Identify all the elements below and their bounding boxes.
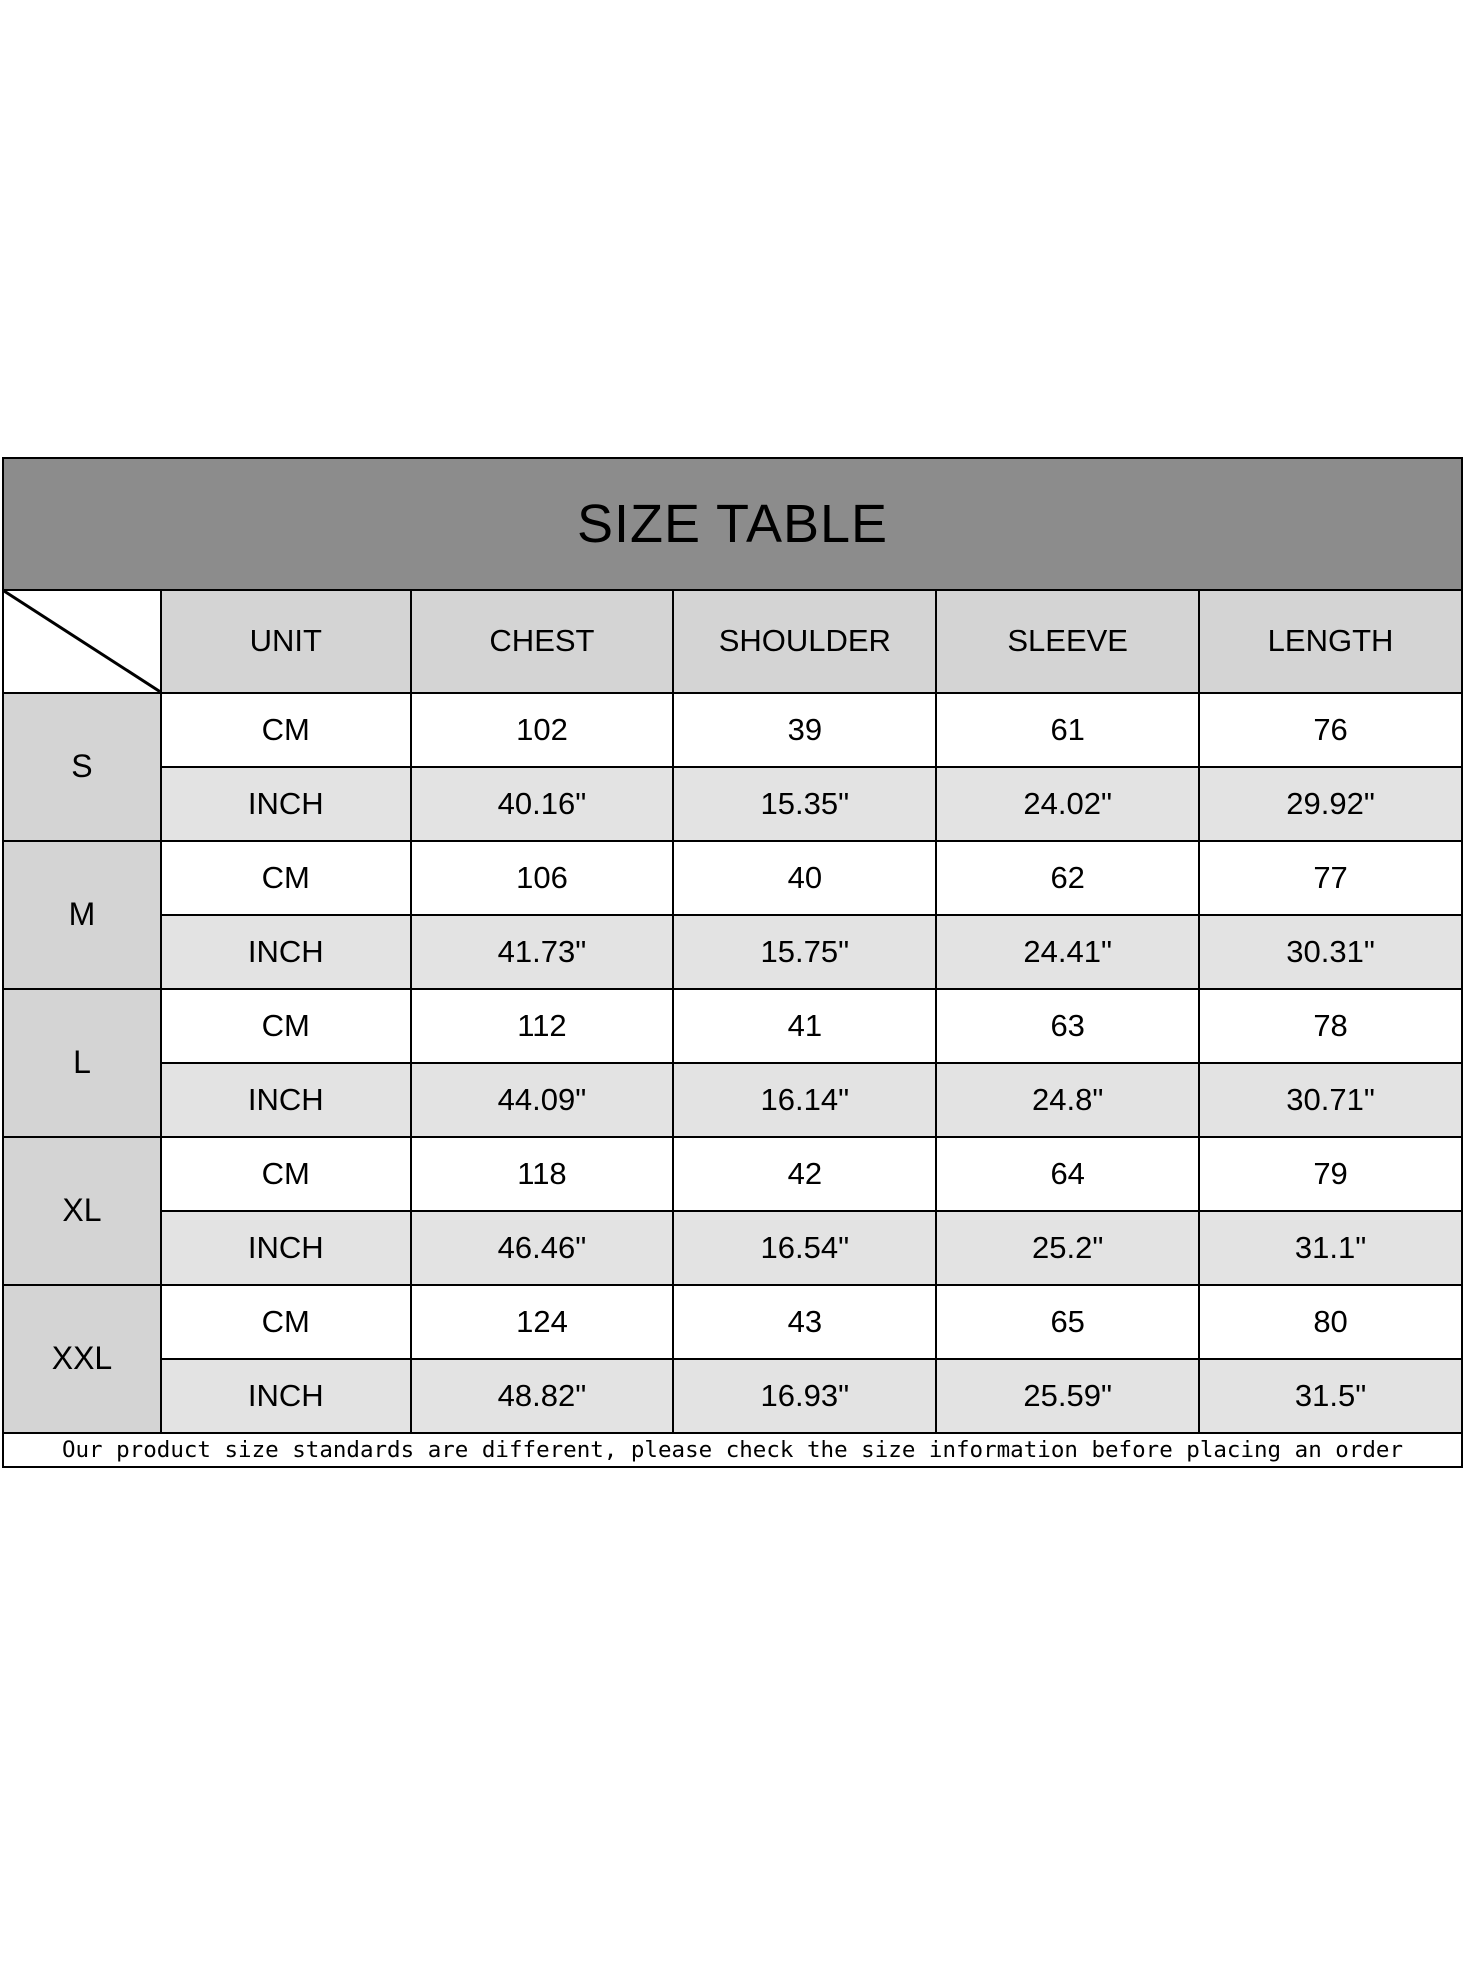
value-l-inch-chest: 44.09" xyxy=(411,1063,674,1137)
value-m-cm-chest: 106 xyxy=(411,841,674,915)
value-xl-cm-sleeve: 64 xyxy=(936,1137,1199,1211)
table-title-row xyxy=(3,458,1462,590)
value-m-inch-chest: 41.73" xyxy=(411,915,674,989)
value-l-cm-shoulder: 41 xyxy=(673,989,936,1063)
value-xxl-cm-chest: 124 xyxy=(411,1285,674,1359)
unit-cell-xxl-cm: CM xyxy=(161,1285,411,1359)
size-label-xxl: XXL xyxy=(3,1285,161,1433)
value-m-inch-shoulder: 15.75" xyxy=(673,915,936,989)
value-s-cm-shoulder: 39 xyxy=(673,693,936,767)
table-footnote-row xyxy=(3,1433,1462,1468)
value-xl-inch-shoulder: 16.54" xyxy=(673,1211,936,1285)
value-xxl-cm-shoulder: 43 xyxy=(673,1285,936,1359)
unit-cell-xl-cm: CM xyxy=(161,1137,411,1211)
table-row xyxy=(3,1211,1462,1285)
table-row xyxy=(3,693,1462,767)
unit-cell-xxl-inch: INCH xyxy=(161,1359,411,1433)
value-m-cm-sleeve: 62 xyxy=(936,841,1199,915)
value-m-cm-length: 77 xyxy=(1199,841,1462,915)
value-s-cm-sleeve: 61 xyxy=(936,693,1199,767)
value-m-cm-shoulder: 40 xyxy=(673,841,936,915)
value-s-inch-length: 29.92" xyxy=(1199,767,1462,841)
unit-cell-l-inch: INCH xyxy=(161,1063,411,1137)
table-row xyxy=(3,841,1462,915)
value-xxl-inch-chest: 48.82" xyxy=(411,1359,674,1433)
column-header-unit: UNIT xyxy=(161,590,411,693)
value-s-inch-sleeve: 24.02" xyxy=(936,767,1199,841)
unit-cell-s-cm: CM xyxy=(161,693,411,767)
value-xl-cm-chest: 118 xyxy=(411,1137,674,1211)
unit-cell-m-cm: CM xyxy=(161,841,411,915)
unit-cell-l-cm: CM xyxy=(161,989,411,1063)
table-row xyxy=(3,989,1462,1063)
column-header-shoulder: SHOULDER xyxy=(673,590,936,693)
table-row xyxy=(3,1063,1462,1137)
size-label-xl: XL xyxy=(3,1137,161,1285)
value-l-cm-sleeve: 63 xyxy=(936,989,1199,1063)
value-l-inch-shoulder: 16.14" xyxy=(673,1063,936,1137)
table-row xyxy=(3,915,1462,989)
value-s-inch-shoulder: 15.35" xyxy=(673,767,936,841)
size-label-l: L xyxy=(3,989,161,1137)
diagonal-line-icon xyxy=(4,591,160,692)
size-label-s: S xyxy=(3,693,161,841)
value-xl-cm-length: 79 xyxy=(1199,1137,1462,1211)
column-header-chest: CHEST xyxy=(411,590,674,693)
value-l-inch-length: 30.71" xyxy=(1199,1063,1462,1137)
value-s-cm-chest: 102 xyxy=(411,693,674,767)
column-header-sleeve: SLEEVE xyxy=(936,590,1199,693)
table-row xyxy=(3,1359,1462,1433)
unit-cell-m-inch: INCH xyxy=(161,915,411,989)
value-l-inch-sleeve: 24.8" xyxy=(936,1063,1199,1137)
value-xl-cm-shoulder: 42 xyxy=(673,1137,936,1211)
value-xxl-cm-length: 80 xyxy=(1199,1285,1462,1359)
value-xxl-cm-sleeve: 65 xyxy=(936,1285,1199,1359)
unit-cell-xl-inch: INCH xyxy=(161,1211,411,1285)
table-row xyxy=(3,1285,1462,1359)
table-row xyxy=(3,1137,1462,1211)
page-title: SIZE TABLE xyxy=(3,458,1462,590)
value-s-inch-chest: 40.16" xyxy=(411,767,674,841)
value-s-cm-length: 76 xyxy=(1199,693,1462,767)
size-disclaimer-text: Our product size standards are different, please check the size information before placing an order xyxy=(61,1436,1404,1463)
value-xxl-inch-shoulder: 16.93" xyxy=(673,1359,936,1433)
size-table-container xyxy=(2,457,1463,1468)
value-l-cm-chest: 112 xyxy=(411,989,674,1063)
corner-diagonal-cell xyxy=(3,590,161,693)
size-chart-table xyxy=(2,457,1463,1468)
table-row xyxy=(3,767,1462,841)
value-m-inch-sleeve: 24.41" xyxy=(936,915,1199,989)
table-header-row xyxy=(3,590,1462,693)
unit-cell-s-inch: INCH xyxy=(161,767,411,841)
value-l-cm-length: 78 xyxy=(1199,989,1462,1063)
value-xl-inch-sleeve: 25.2" xyxy=(936,1211,1199,1285)
value-xxl-inch-sleeve: 25.59" xyxy=(936,1359,1199,1433)
size-label-m: M xyxy=(3,841,161,989)
value-m-inch-length: 30.31" xyxy=(1199,915,1462,989)
value-xxl-inch-length: 31.5" xyxy=(1199,1359,1462,1433)
value-xl-inch-length: 31.1" xyxy=(1199,1211,1462,1285)
size-disclaimer-note xyxy=(3,1433,1462,1468)
column-header-length: LENGTH xyxy=(1199,590,1462,693)
value-xl-inch-chest: 46.46" xyxy=(411,1211,674,1285)
